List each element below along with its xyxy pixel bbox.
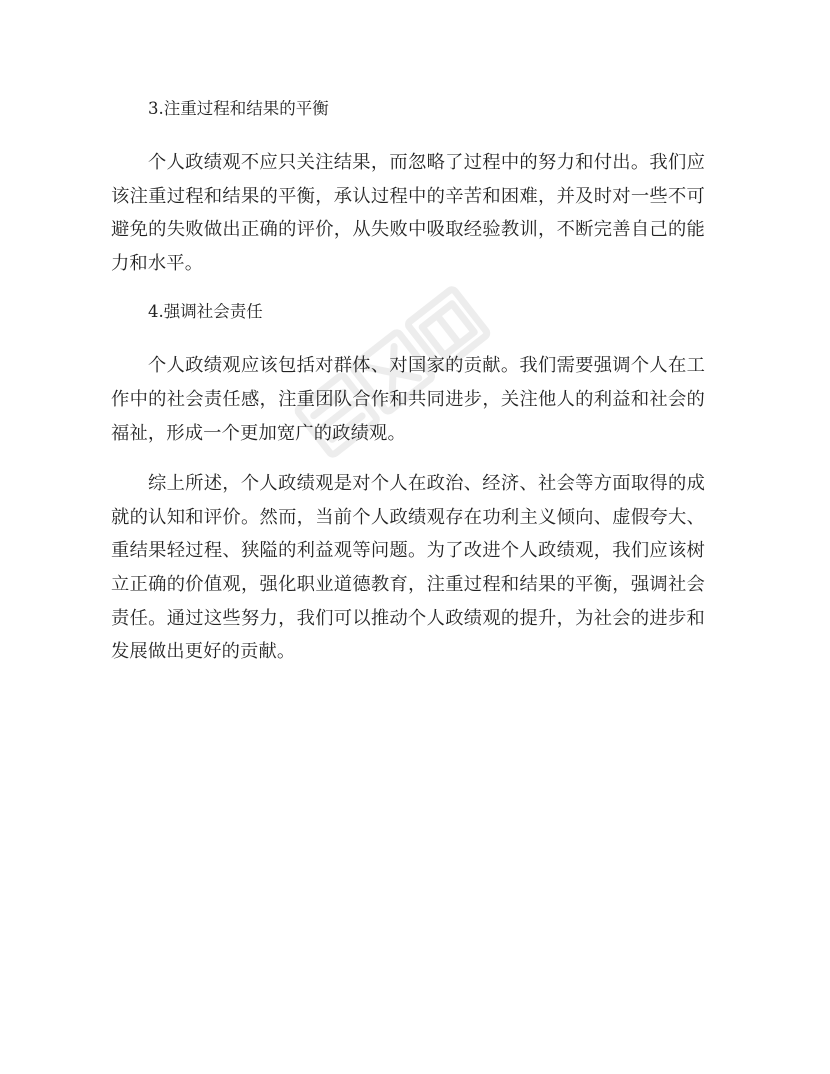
section-heading-3: 3.注重过程和结果的平衡 [148,99,329,118]
section-paragraph-4: 个人政绩观应该包括对群体、对国家的贡献。我们需要强调个人在工作中的社会责任感，注重团队合作和共同进步，关注他人的利益和社会的福祉，形成一个更加宽广的政绩观。 [111,355,705,444]
conclusion-paragraph: 综上所述，个人政绩观是对个人在政治、经济、社会等方面取得的成就的认知和评价。然而，当前个人政绩观存在功利主义倾向、虚假夸大、重结果轻过程、狭隘的利益观等问题。为了改进个人政绩观，我们应该树立正确的价值观，强化职业道德教育，注重过程和结果的平衡，强调社会责任。通过这些努力，我们可以推动个人政绩观的提升，为社会的进步和发展做出更好的贡献。 [111,473,705,663]
section-heading-4: 4.强调社会责任 [148,302,263,322]
section-paragraph-3: 个人政绩观不应只关注结果，而忽略了过程中的努力和付出。我们应该注重过程和结果的平衡，承认过程中的辛苦和困难，并及时对一些不可避免的失败做出正确的评价，从失败中吸取经验教训，不断完善自己的能力和水平。 [111,152,705,274]
document-body [111,94,705,686]
